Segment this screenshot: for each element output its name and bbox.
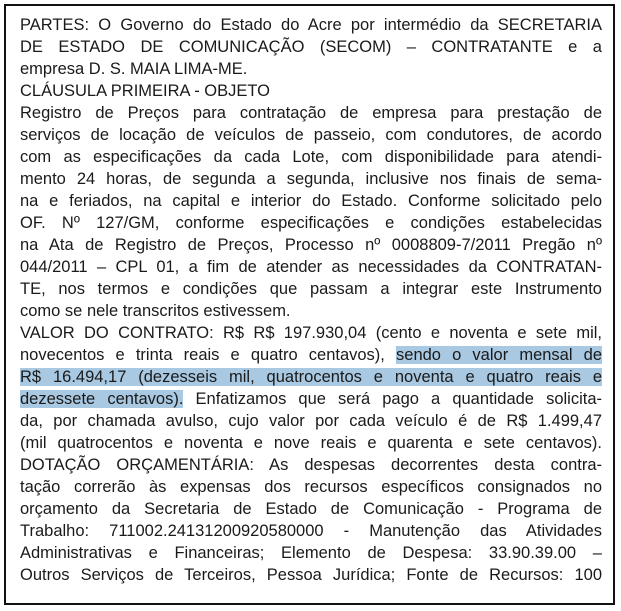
text-line: 044/2011 – CPL 01, a fim de atender as necessidades da CONTRATAN- bbox=[20, 258, 602, 276]
text-line: na e feriados, na capital e interior do Estado. Conforme solicitado pelo bbox=[20, 192, 602, 210]
text-line: VALOR DO CONTRATO: R$ R$ 197.930,04 (cento e noventa e sete mil, bbox=[20, 324, 602, 342]
text-line bbox=[20, 344, 602, 366]
text-line: (mil quatrocentos e noventa e nove reais e quarenta e sete centavos). bbox=[20, 434, 602, 452]
text-segment: Enfatizamos que será pago a quantidade solicita- bbox=[183, 390, 602, 408]
highlighted-text[interactable]: sendo o valor mensal de bbox=[396, 346, 602, 364]
text-line: Registro de Preços para contratação de empresa para prestação de bbox=[20, 104, 602, 122]
text-line: DE ESTADO DE COMUNICAÇÃO (SECOM) – CONTRATANTE e a bbox=[20, 38, 602, 56]
text-line: PARTES: O Governo do Estado do Acre por intermédio da SECRETARIA bbox=[20, 16, 602, 34]
text-line: como se nele transcritos estivessem. bbox=[20, 302, 291, 320]
text-line: TE, nos termos e condições que passam a integrar este Instrumento bbox=[20, 280, 602, 298]
text-line: serviços de locação de veículos de passeio, com condutores, de acordo bbox=[20, 126, 602, 144]
text-line bbox=[20, 388, 602, 410]
highlighted-text[interactable]: R$ 16.494,17 (dezesseis mil, quatrocentos e noventa e quatro reais e bbox=[20, 368, 602, 386]
text-line: na Ata de Registro de Preços, Processo nº 0008809-7/2011 Pregão nº bbox=[20, 236, 602, 254]
text-line: Trabalho: 711002.24131200920580000 - Manutenção das Atividades bbox=[20, 522, 602, 540]
text-line: da, por chamada avulso, cujo valor por cada veículo é de R$ 1.499,47 bbox=[20, 412, 602, 430]
text-line: tação correrão às expensas dos recursos específicos consignados no bbox=[20, 478, 602, 496]
text-line: orçamento da Secretaria de Estado de Comunicação - Programa de bbox=[20, 500, 602, 518]
text-line: mento 24 horas, de segunda a segunda, inclusive nos finais de sema- bbox=[20, 170, 602, 188]
text-line: Administrativas e Financeiras; Elemento de Despesa: 33.90.39.00 – bbox=[20, 544, 602, 562]
text-line: com as especificações da cada Lote, com disponibilidade para atendi- bbox=[20, 148, 602, 166]
text-line: Outros Serviços de Terceiros, Pessoa Jurídica; Fonte de Recursos: 100 bbox=[20, 566, 602, 584]
highlighted-text[interactable]: dezessete centavos). bbox=[20, 390, 184, 408]
text-line: empresa D. S. MAIA LIMA-ME. bbox=[20, 60, 248, 78]
document-frame bbox=[4, 4, 615, 605]
section-heading: CLÁUSULA PRIMEIRA - OBJETO bbox=[20, 82, 271, 100]
text-line: OF. Nº 127/GM, conforme especificações e condições estabelecidas bbox=[20, 214, 602, 232]
text-line: DOTAÇÃO ORÇAMENTÁRIA: As despesas decorrentes desta contra- bbox=[20, 456, 602, 474]
text-line bbox=[20, 366, 602, 388]
text-segment: novecentos e trinta reais e quatro centavos), bbox=[20, 346, 397, 364]
